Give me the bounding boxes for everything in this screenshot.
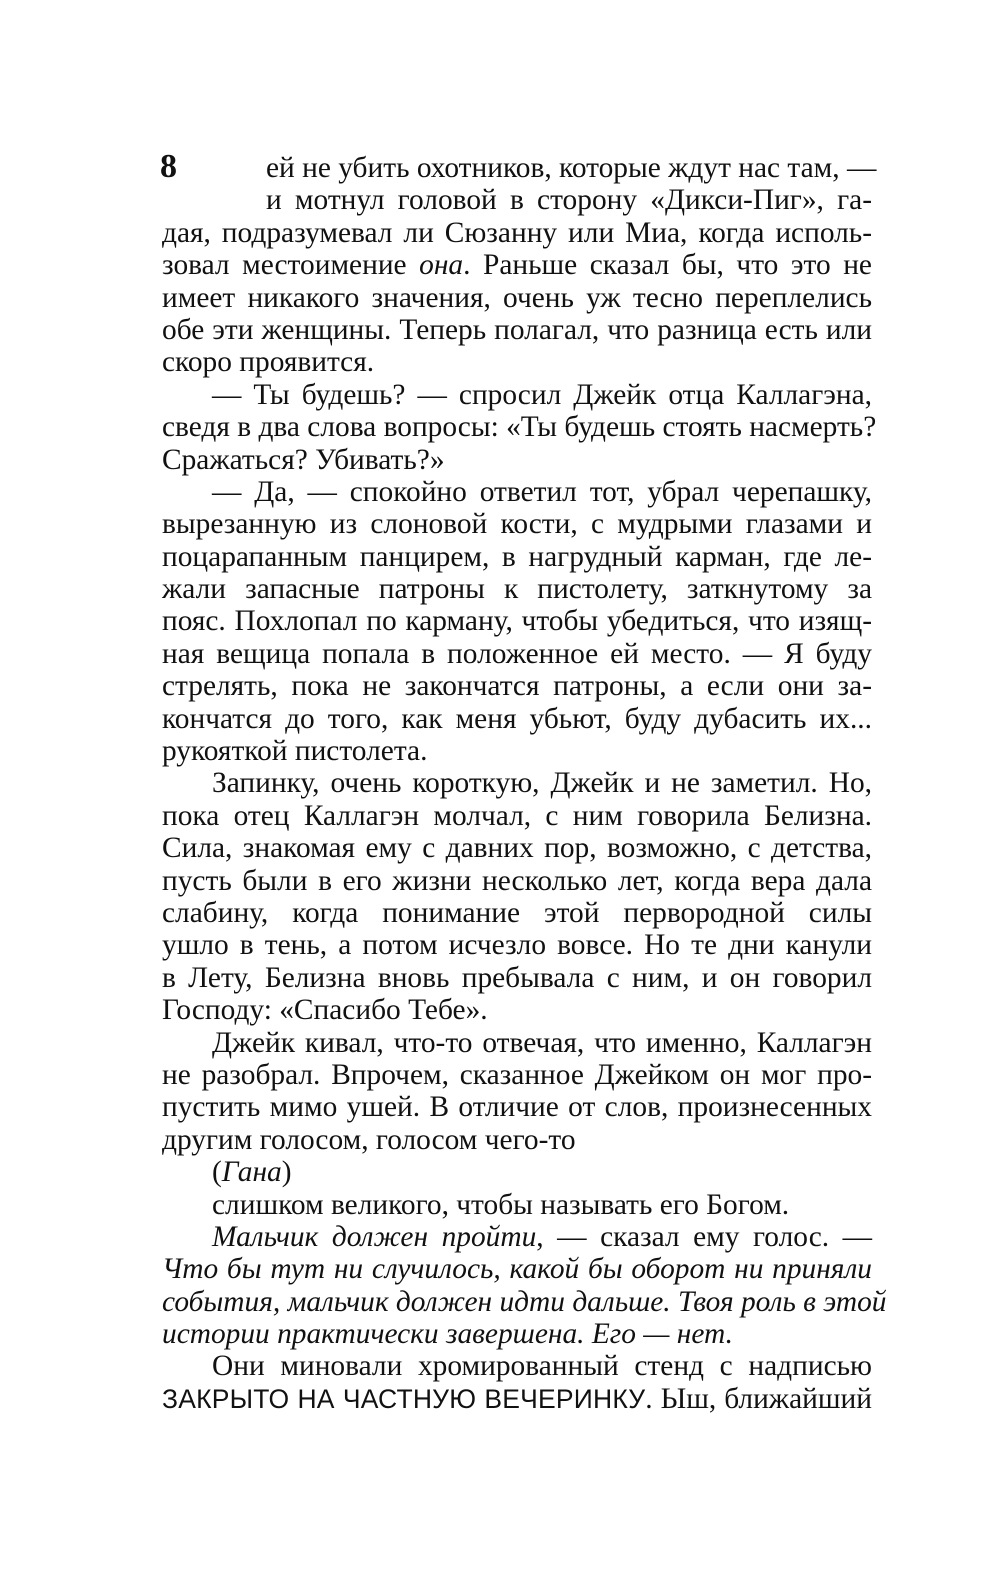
text-line: Джейк кивал, что-то отвечая, что именно, Каллагэн — [212, 1026, 872, 1059]
text-segment: зовал местоимение — [162, 249, 420, 282]
text-line: не разобрал. Впрочем, сказанное Джейком он мог про- — [162, 1058, 872, 1091]
text-line: Запинку, очень короткую, Джейк и не заметил. Но, — [212, 767, 872, 800]
text-line: истории практически завершена. Его — нет. — [162, 1318, 733, 1351]
text-line: скоро проявится. — [162, 346, 375, 379]
text-line: другим голосом, голосом чего-то — [162, 1123, 576, 1156]
text-line: — Ты будешь? — спросил Джейк отца Каллагэна, — [212, 378, 872, 411]
text-line: Что бы тут ни случилось, какой бы оборот ни приняли — [162, 1253, 872, 1286]
text-segment: ) — [281, 1156, 292, 1189]
text-line: дая, подразумевал ли Сюзанну или Миа, когда исполь- — [162, 216, 872, 249]
text-line: Сражаться? Убивать?» — [162, 443, 445, 476]
text-line — [162, 249, 872, 281]
text-line: обе эти женщины. Теперь полагал, что разница есть или — [162, 313, 872, 346]
italic-pronoun: она — [419, 249, 464, 282]
text-line: слишком великого, чтобы называть его Богом. — [212, 1188, 790, 1221]
text-line: рукояткой пистолета. — [162, 735, 428, 768]
text-line — [162, 1383, 872, 1415]
text-line: Они миновали хромированный стенд с надписью — [212, 1350, 872, 1383]
text-line: вырезанную из слоновой кости, с мудрыми глазами и — [162, 508, 872, 541]
text-line: слабину, когда понимание этой первородной силы — [162, 896, 872, 929]
text-line: имеет никакого значения, очень уж тесно переплелись — [162, 281, 872, 314]
text-line: ей не убить охотников, которые ждут нас там, — — [266, 152, 877, 184]
text-line: стрелять, пока не закончатся патроны, а если они за- — [162, 670, 872, 703]
text-line: поцарапанным панцирем, в нагрудный карман, где ле- — [162, 540, 872, 573]
text-line: кончатся до того, как меня убьют, буду дубасить их... — [162, 702, 872, 735]
text-line: пустить мимо ушей. В отличие от слов, произнесенных — [162, 1091, 872, 1124]
text-line: ушло в тень, а потом исчезло вовсе. Но те дни канули — [162, 929, 872, 962]
text-line: пусть были в его жизни несколько лет, когда вера дала — [162, 864, 872, 897]
text-line — [162, 1156, 872, 1188]
italic-word: Гана — [221, 1156, 282, 1189]
text-segment: , — сказал ему голос. — — [536, 1220, 873, 1253]
text-line: сведя в два слова вопросы: «Ты будешь стоять насмерть? — [162, 411, 877, 444]
text-line: в Лету, Белизна вновь пребывала с ним, и он говорил — [162, 961, 872, 994]
italic-speech: Мальчик должен пройти — [212, 1220, 537, 1253]
text-line: пояс. Похлопал по карману, чтобы убедиться, что изящ- — [162, 605, 872, 638]
text-line: — Да, — спокойно ответил тот, убрал черепашку, — [212, 475, 872, 508]
sign-text: ЗАКРЫТО НА ЧАСТНУЮ ВЕЧЕРИНКУ — [162, 1383, 646, 1414]
text-segment: . Раньше сказал бы, что это не — [463, 249, 872, 282]
text-line: Сила, знакомая ему с давних пор, возможно, с детства, — [162, 832, 872, 865]
text-line: ная вещица попала в положенное ей место. — Я буду — [162, 637, 872, 670]
body-text — [160, 148, 887, 1415]
text-segment: ( — [212, 1156, 222, 1189]
text-line: пока отец Каллагэн молчал, с ним говорила Белизна. — [162, 799, 872, 832]
page-number: 8 — [160, 148, 177, 185]
text-line: Господу: «Спасибо Тебе». — [162, 994, 488, 1027]
text-line: жали запасные патроны к пистолету, заткнутому за — [162, 573, 872, 606]
text-segment: . Ыш, ближайший — [645, 1382, 872, 1415]
text-line: события, мальчик должен идти дальше. Твоя роль в этой — [162, 1285, 887, 1318]
text-line: и мотнул головой в сторону «Дикси-Пиг», га- — [266, 184, 872, 217]
text-line — [162, 1221, 872, 1253]
